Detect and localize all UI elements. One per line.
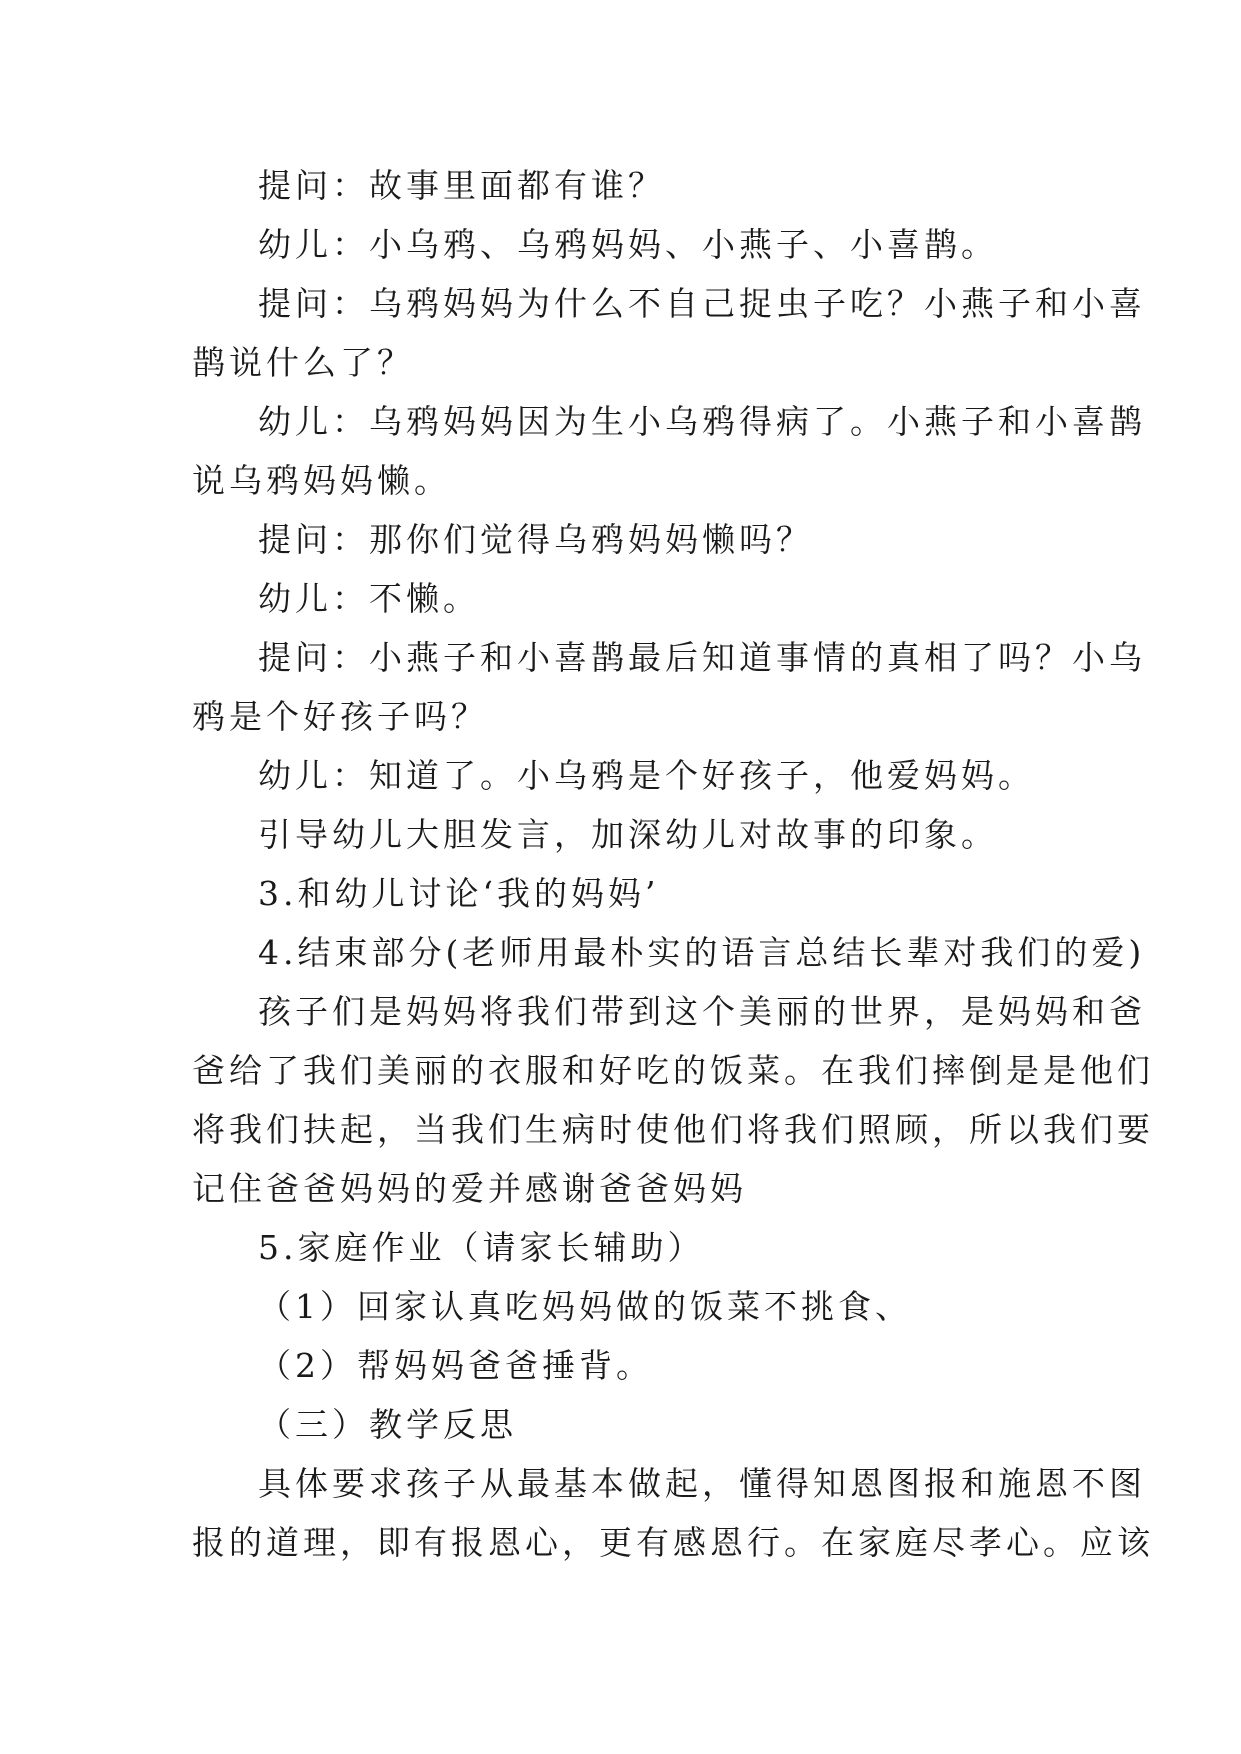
text-line: 幼儿：小乌鸦、乌鸦妈妈、小燕子、小喜鹊。: [258, 225, 998, 264]
text-line: 提问：那你们觉得乌鸦妈妈懒吗？: [258, 520, 813, 559]
text-line: 提问：故事里面都有谁？: [258, 166, 665, 205]
text-line: 3.和幼儿讨论‘我的妈妈’: [258, 874, 660, 913]
text-line: 幼儿：不懒。: [258, 579, 480, 618]
text-line: 4.结束部分(老师用最朴实的语言总结长辈对我们的爱): [258, 933, 1146, 972]
text-line: 具体要求孩子从最基本做起，懂得知恩图报和施恩不图: [258, 1464, 1146, 1503]
text-line: 鹊说什么了？: [192, 343, 414, 382]
text-line: 爸给了我们美丽的衣服和好吃的饭菜。在我们摔倒是是他们: [192, 1051, 1154, 1090]
body-text: [192, 156, 1154, 1572]
text-line: 将我们扶起，当我们生病时使他们将我们照顾，所以我们要: [192, 1110, 1154, 1149]
text-line: （1）回家认真吃妈妈做的饭菜不挑食、: [258, 1287, 912, 1326]
text-line: 孩子们是妈妈将我们带到这个美丽的世界，是妈妈和爸: [258, 992, 1146, 1031]
text-line: 记住爸爸妈妈的爱并感谢爸爸妈妈: [192, 1169, 747, 1208]
text-line: （三）教学反思: [258, 1405, 517, 1444]
text-line: （2）帮妈妈爸爸捶背。: [258, 1346, 653, 1385]
text-line: 提问：乌鸦妈妈为什么不自己捉虫子吃？小燕子和小喜: [258, 284, 1146, 323]
text-line: 幼儿：知道了。小乌鸦是个好孩子，他爱妈妈。: [258, 756, 1035, 795]
text-line: 幼儿：乌鸦妈妈因为生小乌鸦得病了。小燕子和小喜鹊: [258, 402, 1146, 441]
text-line: 鸦是个好孩子吗？: [192, 697, 488, 736]
text-line: 5.家庭作业（请家长辅助）: [258, 1228, 705, 1267]
text-line: 引导幼儿大胆发言，加深幼儿对故事的印象。: [258, 815, 998, 854]
text-line: 报的道理，即有报恩心，更有感恩行。在家庭尽孝心。应该: [192, 1523, 1154, 1562]
text-line: 提问：小燕子和小喜鹊最后知道事情的真相了吗？小乌: [258, 638, 1146, 677]
text-line: 说乌鸦妈妈懒。: [192, 461, 451, 500]
